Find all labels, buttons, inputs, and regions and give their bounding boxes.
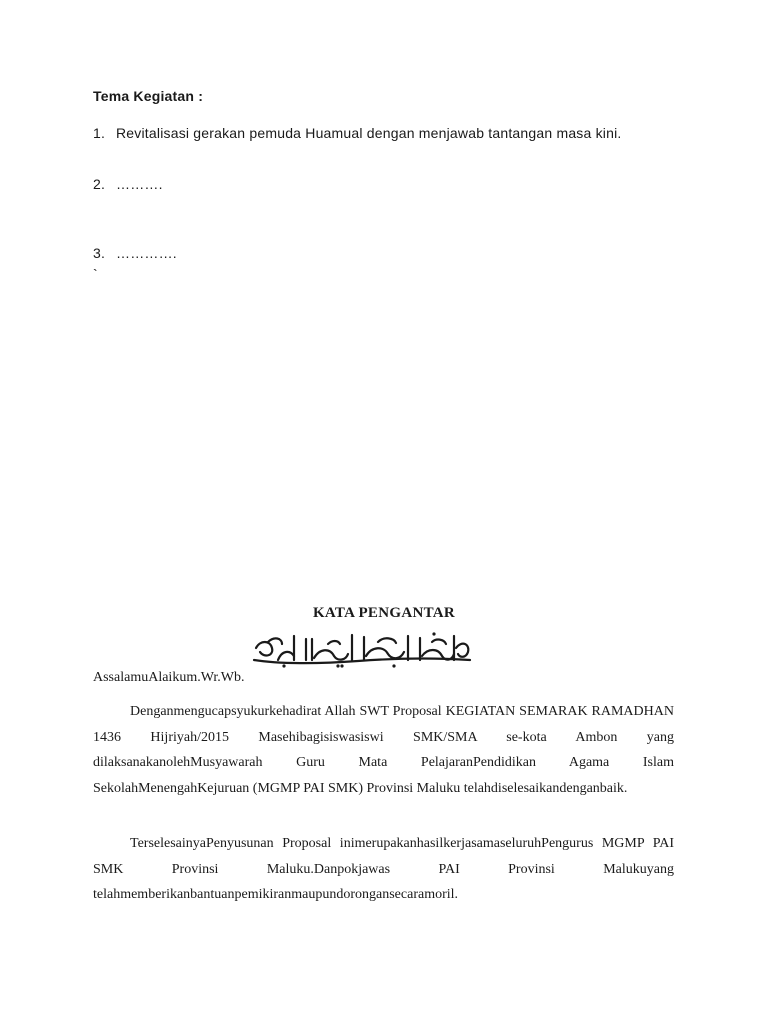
theme-list-item xyxy=(93,176,163,192)
section-title: KATA PENGANTAR xyxy=(312,605,456,621)
stray-mark: ` xyxy=(93,266,98,282)
foreword-paragraph xyxy=(93,699,674,801)
list-item-text: …………. xyxy=(116,245,177,261)
theme-heading: Tema Kegiatan : xyxy=(93,88,204,104)
list-item-number: 2. xyxy=(93,176,106,192)
paragraph-text: Denganmengucapsyukurkehadirat Allah SWT Proposal KEGIATAN SEMARAK RAMADHAN 1436 Hijriyah/2015 Masehibagisiswasiswi SMK/SMA se-kota Ambon yang dilaksanakanolehMusyawarah Guru Mata PelajaranPendidikan Agama Islam SekolahMenengahKejuruan (MGMP PAI SMK) Provinsi Maluku telahdiselesaikandenganbaik. xyxy=(93,704,674,796)
list-item-text: ………. xyxy=(116,176,163,192)
list-item-number: 1. xyxy=(93,125,106,141)
paragraph-text: TerselesainyaPenyusunan Proposal inimerupakanhasilkerjasamaseluruhPengurus MGMP PAI SMK Provinsi Maluku.Danpokjawas PAI Provinsi Malukuyang telahmemberikanbantuanpemikiranmaupundorongansecaramoril. xyxy=(93,836,674,902)
greeting-text: AssalamuAlaikum.Wr.Wb. xyxy=(93,670,245,685)
foreword-paragraph xyxy=(93,831,674,908)
theme-list-item xyxy=(93,245,177,261)
list-item-text: Revitalisasi gerakan pemuda Huamual dengan menjawab tantangan masa kini. xyxy=(116,125,622,141)
theme-list-item xyxy=(93,125,621,141)
list-item-number: 3. xyxy=(93,245,106,261)
basmalah-calligraphy-icon xyxy=(248,630,476,670)
